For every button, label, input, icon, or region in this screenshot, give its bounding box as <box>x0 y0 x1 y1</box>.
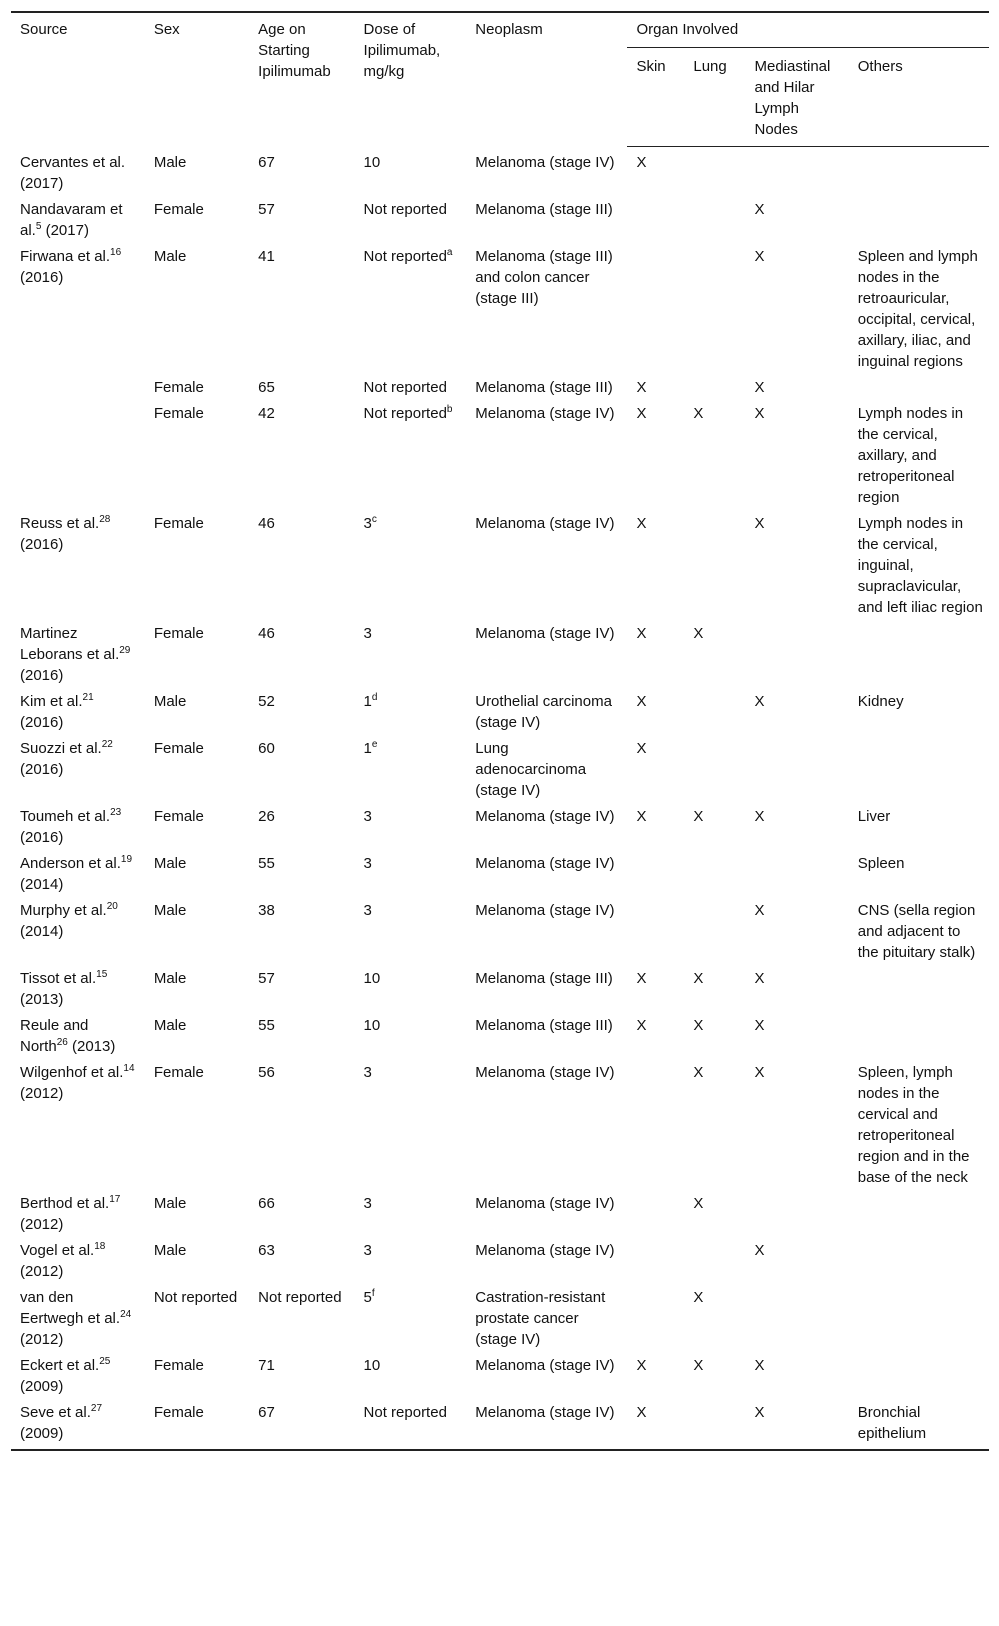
dose-text: Not reported <box>363 1403 447 1421</box>
source-year: (2016) <box>20 535 64 553</box>
cell-others: Liver <box>857 807 891 825</box>
cell-age: 63 <box>258 1241 275 1259</box>
cell-source <box>11 733 145 801</box>
table-row <box>11 963 989 1010</box>
cell-skin: X <box>636 1016 647 1034</box>
source-text: Suozzi et al. <box>20 739 102 757</box>
cell-dose <box>355 1188 467 1235</box>
source-ref: 5 <box>35 220 42 232</box>
cell-others <box>849 1188 989 1235</box>
cell-lymph-nodes: X <box>745 1397 848 1450</box>
header-age: Age on Starting Ipilimumab <box>258 21 331 80</box>
cell-lymph-nodes <box>745 147 848 194</box>
source-ref: 17 <box>109 1193 121 1205</box>
cell-dose <box>355 398 467 508</box>
dose-text: 1 <box>363 739 372 757</box>
cell-age: 38 <box>258 901 275 919</box>
source-ref: 27 <box>90 1402 103 1414</box>
source-text: Toumeh et al. <box>20 807 111 825</box>
cell-sex: Male <box>153 901 187 919</box>
cell-sex: Male <box>153 692 187 710</box>
source-ref: 14 <box>123 1062 135 1074</box>
cell-neoplasm: Melanoma (stage III) <box>475 378 613 396</box>
dose-text: 5 <box>363 1288 372 1306</box>
source-text: Anderson et al. <box>20 854 121 872</box>
header-skin: Skin <box>627 48 684 147</box>
source-text: Kim et al. <box>20 692 83 710</box>
cell-age: 55 <box>258 1016 275 1034</box>
cell-dose <box>355 618 467 686</box>
source-year: (2016) <box>20 713 64 731</box>
cell-skin: X <box>636 514 647 532</box>
table-row <box>11 1350 989 1397</box>
table-row <box>11 686 989 733</box>
cell-sex: Female <box>153 404 204 422</box>
cell-source <box>11 1010 145 1057</box>
table-row <box>11 398 989 508</box>
source-year: (2014) <box>20 875 64 893</box>
cell-lung <box>684 686 745 733</box>
cell-neoplasm: Melanoma (stage IV) <box>475 404 615 422</box>
cell-lymph-nodes <box>745 848 848 895</box>
cell-lung <box>684 194 745 241</box>
cell-neoplasm: Lung adenocarcinoma (stage IV) <box>475 739 587 799</box>
dose-text: 3 <box>363 1063 372 1081</box>
cell-age: 56 <box>258 1063 275 1081</box>
cell-age: 55 <box>258 854 275 872</box>
source-ref: 25 <box>99 1355 111 1367</box>
cell-age: 57 <box>258 969 275 987</box>
header-organ-involved: Organ Involved <box>627 12 989 48</box>
table-row <box>11 618 989 686</box>
source-text: Tissot et al. <box>20 969 97 987</box>
cell-age: Not reported <box>258 1288 342 1306</box>
cell-lymph-nodes: X <box>754 200 765 218</box>
cell-dose <box>355 147 467 194</box>
dose-text: 10 <box>363 153 381 171</box>
source-text: Seve et al. <box>20 1403 91 1421</box>
cell-lymph-nodes: X <box>754 901 765 919</box>
source-year: (2013) <box>20 990 64 1008</box>
dose-note: c <box>371 513 377 525</box>
cell-dose <box>355 801 467 848</box>
source-text: Wilgenhof et al. <box>20 1063 124 1081</box>
header-dose: Dose of Ipilimumab, mg/kg <box>363 21 441 80</box>
cell-neoplasm: Melanoma (stage IV) <box>475 1194 615 1212</box>
table-row <box>11 194 989 241</box>
cell-sex: Female <box>153 200 204 218</box>
cell-lung: X <box>693 1288 704 1306</box>
cell-source <box>11 618 145 686</box>
cell-lung <box>684 848 745 895</box>
dose-note: f <box>371 1287 375 1299</box>
source-year: (2016) <box>20 268 64 286</box>
cell-skin: X <box>636 1356 647 1374</box>
cell-neoplasm: Melanoma (stage IV) <box>475 514 615 532</box>
dose-text: 3 <box>363 901 372 919</box>
source-ref: 19 <box>120 853 133 865</box>
case-reports-table <box>11 11 989 1451</box>
source-ref: 16 <box>110 246 122 258</box>
cell-dose <box>355 1350 467 1397</box>
source-text: Berthod et al. <box>20 1194 110 1212</box>
dose-text: 10 <box>363 1016 381 1034</box>
source-text: Reuss et al. <box>20 514 100 532</box>
table-row <box>11 801 989 848</box>
table-row <box>11 1397 989 1450</box>
cell-lymph-nodes <box>745 1188 848 1235</box>
cell-lung <box>684 733 745 801</box>
cell-source <box>11 1350 145 1397</box>
cell-dose <box>355 1397 467 1450</box>
source-ref: 26 <box>56 1036 68 1048</box>
table-row <box>11 1282 989 1350</box>
dose-text: Not reported <box>363 378 447 396</box>
source-text: van den Eertwegh et al. <box>20 1288 121 1327</box>
source-text: Nandavaram et al. <box>20 200 123 239</box>
table-row <box>11 1057 989 1188</box>
header-others: Others <box>849 48 989 147</box>
cell-skin: X <box>636 807 647 825</box>
cell-dose <box>355 1282 467 1350</box>
cell-neoplasm: Castration-resistant prostate cancer (stage IV) <box>475 1288 606 1348</box>
header-lung: Lung <box>684 48 745 147</box>
source-year: (2009) <box>20 1377 64 1395</box>
cell-lymph-nodes: X <box>754 1063 765 1081</box>
cell-dose <box>355 372 467 398</box>
source-year: (2014) <box>20 922 64 940</box>
cell-lung <box>684 1235 745 1282</box>
cell-others: Spleen, lymph nodes in the cervical and retroperitoneal region and in the base of the neck <box>857 1063 970 1186</box>
cell-lymph-nodes: X <box>754 378 765 396</box>
cell-skin <box>627 848 684 895</box>
cell-others <box>849 618 989 686</box>
cell-others <box>849 1235 989 1282</box>
source-year: (2012) <box>20 1262 64 1280</box>
cell-sex: Female <box>153 807 204 825</box>
cell-sex: Not reported <box>153 1288 238 1306</box>
dose-text: 3 <box>363 1241 372 1259</box>
cell-source <box>11 241 145 372</box>
cell-lung <box>684 508 745 618</box>
cell-lung: X <box>693 1063 704 1081</box>
cell-others <box>849 733 989 801</box>
cell-dose <box>355 848 467 895</box>
cell-sex: Female <box>153 1063 204 1081</box>
table-row <box>11 372 989 398</box>
source-text: Cervantes et al. (2017) <box>20 153 126 192</box>
cell-others: CNS (sella region and adjacent to the pituitary stalk) <box>857 901 976 961</box>
cell-age: 66 <box>258 1194 275 1212</box>
cell-others <box>849 372 989 398</box>
source-ref: 22 <box>101 738 113 750</box>
cell-skin: X <box>636 154 647 171</box>
cell-lymph-nodes <box>745 1282 848 1350</box>
cell-lung <box>684 147 745 194</box>
cell-others: Bronchial epithelium <box>849 1397 989 1450</box>
source-year: (2009) <box>20 1424 64 1442</box>
cell-neoplasm: Melanoma (stage IV) <box>475 153 615 171</box>
source-ref: 21 <box>82 691 94 703</box>
cell-dose <box>355 1057 467 1188</box>
cell-lymph-nodes: X <box>754 1016 765 1034</box>
cell-neoplasm: Melanoma (stage III) <box>475 969 613 987</box>
cell-age: 57 <box>258 200 275 218</box>
cell-source <box>11 801 145 848</box>
cell-neoplasm: Melanoma (stage IV) <box>475 854 615 872</box>
cell-dose <box>355 733 467 801</box>
cell-age: 41 <box>258 247 275 265</box>
dose-text: Not reported <box>363 404 447 422</box>
cell-source <box>11 1188 145 1235</box>
header-lymph-nodes: Mediastinal and Hilar Lymph Nodes <box>745 48 848 147</box>
cell-lymph-nodes: X <box>754 692 765 710</box>
source-ref: 18 <box>94 1240 106 1252</box>
dose-text: 3 <box>363 624 372 642</box>
dose-text: Not reported <box>363 247 447 265</box>
cell-neoplasm: Melanoma (stage III) and colon cancer (stage III) <box>475 247 613 307</box>
cell-lung: X <box>693 969 704 987</box>
cell-skin: X <box>636 739 647 757</box>
dose-text: 3 <box>363 854 372 872</box>
cell-lung: X <box>693 807 704 825</box>
cell-lymph-nodes <box>745 733 848 801</box>
cell-neoplasm: Melanoma (stage IV) <box>475 1241 615 1259</box>
source-year: (2013) <box>71 1037 116 1055</box>
cell-neoplasm: Melanoma (stage IV) <box>466 1397 627 1450</box>
cell-dose <box>355 963 467 1010</box>
cell-skin <box>627 194 684 241</box>
table-row <box>11 1235 989 1282</box>
source-ref: 24 <box>120 1308 132 1320</box>
source-year: (2012) <box>20 1215 64 1233</box>
cell-dose <box>355 241 467 372</box>
cell-sex: Male <box>153 1194 187 1212</box>
source-text: Martinez Leborans et al. <box>20 624 120 663</box>
cell-lymph-nodes: X <box>754 1241 765 1259</box>
source-year: (2016) <box>20 828 64 846</box>
cell-lymph-nodes: X <box>754 969 765 987</box>
cell-others: Lymph nodes in the cervical, axillary, and retroperitoneal region <box>857 404 964 506</box>
cell-age: 71 <box>258 1356 275 1374</box>
cell-age: 67 <box>249 1397 354 1450</box>
source-year: (2012) <box>20 1084 64 1102</box>
cell-age: 42 <box>258 404 275 422</box>
table-row <box>11 895 989 963</box>
source-year: (2016) <box>20 760 64 778</box>
cell-sex: Female <box>145 1397 249 1450</box>
cell-source <box>11 508 145 618</box>
table-row <box>11 733 989 801</box>
dose-text: 10 <box>363 1356 381 1374</box>
cell-lymph-nodes: X <box>754 514 765 532</box>
cell-skin: X <box>636 692 647 710</box>
cell-lymph-nodes: X <box>754 247 765 265</box>
source-ref: 20 <box>106 900 118 912</box>
cell-lung <box>684 241 745 372</box>
cell-age: 52 <box>258 692 275 710</box>
cell-age: 67 <box>258 153 275 171</box>
source-text: Murphy et al. <box>20 901 107 919</box>
cell-dose <box>355 508 467 618</box>
cell-sex: Male <box>153 247 187 265</box>
dose-text: 3 <box>363 1194 372 1212</box>
cell-source <box>11 372 145 398</box>
dose-text: 3 <box>363 807 372 825</box>
cell-others <box>849 1350 989 1397</box>
cell-sex: Female <box>153 624 204 642</box>
source-ref: 23 <box>110 806 122 818</box>
cell-lung: X <box>693 1356 704 1374</box>
cell-others <box>849 1282 989 1350</box>
cell-age: 65 <box>258 378 275 396</box>
dose-text: Not reported <box>363 200 447 218</box>
table-row <box>11 848 989 895</box>
header-neoplasm: Neoplasm <box>475 21 543 38</box>
cell-sex: Male <box>153 969 187 987</box>
cell-lymph-nodes: X <box>754 807 765 825</box>
cell-dose <box>355 1235 467 1282</box>
table-row <box>11 508 989 618</box>
cell-source <box>11 1282 145 1350</box>
cell-age: 46 <box>258 624 275 642</box>
cell-lung: X <box>693 624 704 642</box>
cell-sex: Female <box>153 1356 204 1374</box>
cell-skin: X <box>636 404 647 422</box>
dose-note: a <box>446 246 453 258</box>
cell-sex: Female <box>153 378 204 396</box>
cell-skin: X <box>636 969 647 987</box>
cell-source <box>11 848 145 895</box>
cell-neoplasm: Urothelial carcinoma (stage IV) <box>475 692 612 731</box>
cell-source <box>11 1057 145 1188</box>
cell-neoplasm: Melanoma (stage III) <box>475 1016 613 1034</box>
cell-skin: X <box>636 624 647 642</box>
dose-text: 1 <box>363 692 372 710</box>
cell-age: 26 <box>258 807 275 825</box>
cell-skin <box>627 1235 684 1282</box>
table-body <box>11 147 989 1450</box>
cell-neoplasm: Melanoma (stage IV) <box>475 1356 615 1374</box>
cell-skin <box>627 1282 684 1350</box>
source-text: Vogel et al. <box>20 1241 95 1259</box>
source-text: Eckert et al. <box>20 1356 100 1374</box>
cell-neoplasm: Melanoma (stage III) <box>475 200 613 218</box>
dose-note: d <box>371 691 378 703</box>
cell-lung <box>684 895 745 963</box>
cell-source <box>11 686 145 733</box>
cell-source <box>11 895 145 963</box>
dose-note: b <box>446 403 453 415</box>
cell-lymph-nodes <box>745 618 848 686</box>
cell-skin <box>627 241 684 372</box>
source-ref: 28 <box>99 513 111 525</box>
cell-source <box>11 1397 145 1450</box>
source-ref: 15 <box>96 968 108 980</box>
cell-source <box>11 147 145 194</box>
cell-lung: X <box>693 1016 704 1034</box>
header-source: Source <box>20 21 68 38</box>
cell-others <box>849 963 989 1010</box>
cell-sex: Male <box>153 1241 187 1259</box>
cell-others: Kidney <box>857 692 904 710</box>
table-row <box>11 1188 989 1235</box>
cell-sex: Female <box>153 514 204 532</box>
cell-dose <box>355 895 467 963</box>
cell-skin: X <box>627 1397 684 1450</box>
cell-neoplasm: Melanoma (stage IV) <box>475 807 615 825</box>
cell-dose <box>355 686 467 733</box>
cell-lung: X <box>693 404 704 422</box>
source-text: Firwana et al. <box>20 247 111 265</box>
cell-sex: Male <box>153 1016 187 1034</box>
cell-source <box>11 398 145 508</box>
dose-text: 3 <box>363 514 372 532</box>
cell-age: 60 <box>258 739 275 757</box>
source-text: Reule and North <box>20 1016 89 1055</box>
cell-others: Spleen and lymph nodes in the retroauricular, occipital, cervical, axillary, iliac, and inguinal regions <box>857 247 978 370</box>
source-year: (2012) <box>20 1330 64 1348</box>
table-row <box>11 147 989 194</box>
cell-source <box>11 1235 145 1282</box>
table-container <box>11 11 989 1451</box>
source-year: (2017) <box>45 221 89 239</box>
cell-neoplasm: Melanoma (stage IV) <box>475 1063 615 1081</box>
cell-lymph-nodes: X <box>754 404 765 422</box>
cell-skin <box>627 1188 684 1235</box>
cell-skin <box>627 1057 684 1188</box>
header-sex: Sex <box>153 21 180 38</box>
cell-skin <box>627 895 684 963</box>
cell-dose <box>355 194 467 241</box>
cell-others: Spleen <box>857 854 905 872</box>
cell-sex: Male <box>153 153 187 171</box>
cell-neoplasm: Melanoma (stage IV) <box>475 901 615 919</box>
cell-source <box>11 194 145 241</box>
cell-age: 46 <box>258 514 275 532</box>
cell-lung: X <box>693 1194 704 1212</box>
table-row <box>11 241 989 372</box>
source-ref: 29 <box>119 644 131 656</box>
cell-skin: X <box>636 378 647 396</box>
cell-dose <box>355 1010 467 1057</box>
dose-text: 10 <box>363 969 381 987</box>
cell-source <box>11 963 145 1010</box>
cell-sex: Male <box>153 854 187 872</box>
cell-others: Lymph nodes in the cervical, inguinal, supraclavicular, and left iliac region <box>857 514 983 616</box>
source-year: (2016) <box>20 666 64 684</box>
table-row <box>11 1010 989 1057</box>
cell-neoplasm: Melanoma (stage IV) <box>475 624 615 642</box>
cell-others <box>849 1010 989 1057</box>
cell-lung <box>684 372 745 398</box>
cell-others <box>849 194 989 241</box>
cell-others <box>849 147 989 194</box>
cell-sex: Female <box>153 739 204 757</box>
cell-lymph-nodes: X <box>754 1356 765 1374</box>
dose-note: e <box>371 738 378 750</box>
cell-lung <box>684 1397 745 1450</box>
